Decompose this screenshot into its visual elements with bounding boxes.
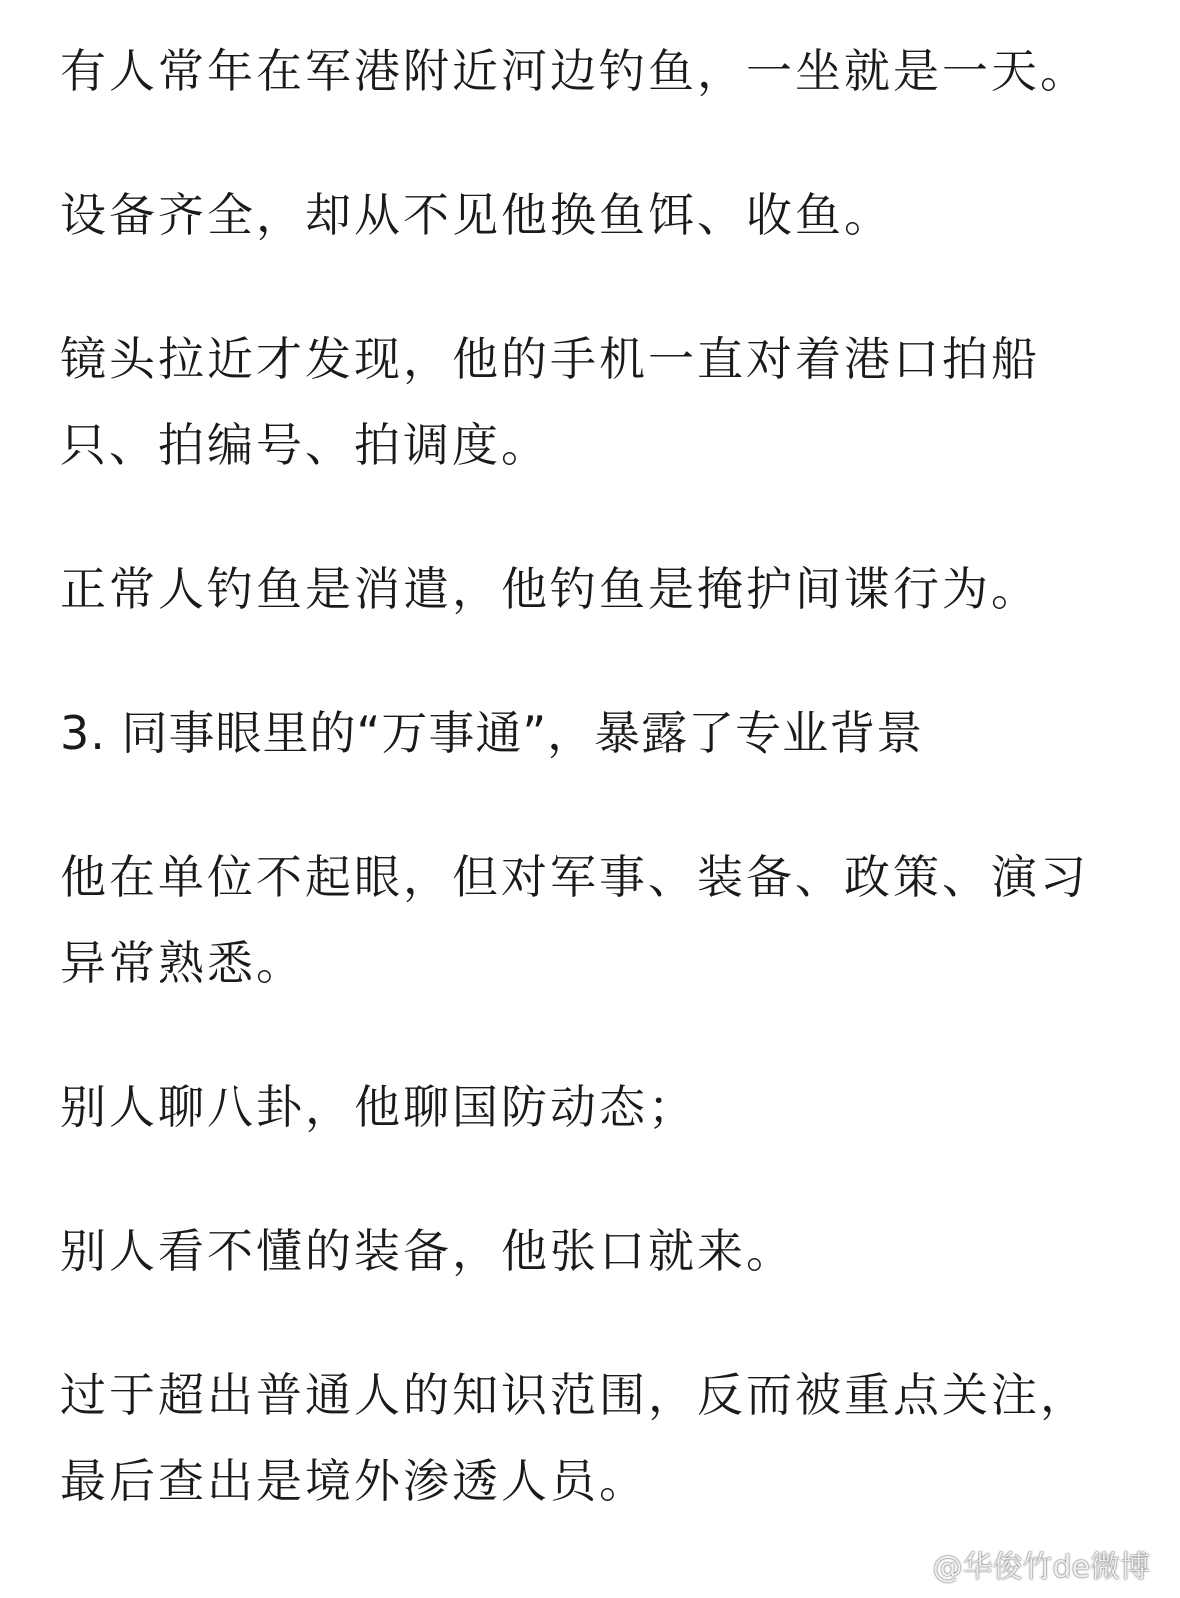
- weibo-logo-icon: [887, 1543, 927, 1585]
- paragraph-fishing-intro: 有人常年在军港附近河边钓鱼，一坐就是一天。: [60, 44, 1089, 98]
- watermark-text: @华俊竹de微博: [932, 1550, 1150, 1585]
- paragraph-coworker: 他在单位不起眼，但对军事、装备、政策、演习异常熟悉。: [60, 850, 1089, 990]
- weibo-watermark: [887, 1542, 1151, 1586]
- paragraph-camera-zoom: 镜头拉近才发现，他的手机一直对着港口拍船只、拍编号、拍调度。: [60, 332, 1040, 472]
- paragraph-gossip: 别人聊八卦，他聊国防动态；: [60, 1080, 697, 1134]
- paragraph-equipment-knowledge: 别人看不懂的装备，他张口就来。: [60, 1224, 795, 1278]
- article-body: [60, 28, 1110, 1582]
- section-heading-3: 3. 同事眼里的“万事通”，暴露了专业背景: [60, 706, 924, 760]
- paragraph-cover-behavior: 正常人钓鱼是消遣，他钓鱼是掩护间谍行为。: [60, 562, 1040, 616]
- paragraph-equipment: 设备齐全，却从不见他换鱼饵、收鱼。: [60, 188, 893, 242]
- paragraph-conclusion: 过于超出普通人的知识范围，反而被重点关注，最后查出是境外渗透人员。: [60, 1368, 1089, 1508]
